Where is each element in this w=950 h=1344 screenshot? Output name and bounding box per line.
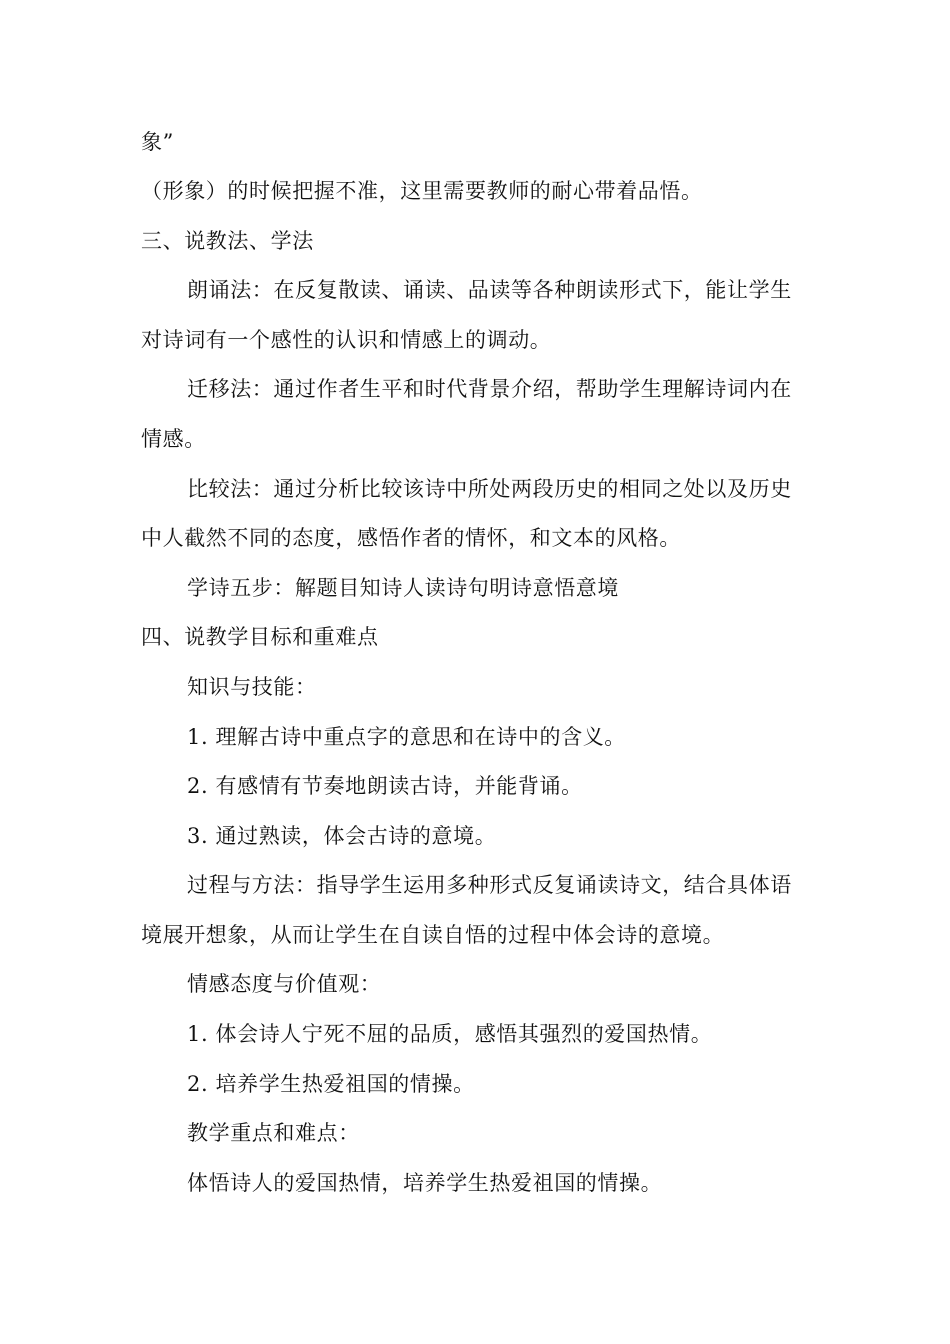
subheading: 教学重点和难点： [187,1121,360,1145]
section-heading: 四、说教学目标和重难点 [141,625,379,649]
list-item: 3. 通过熟读，体会古诗的意境。 [187,824,497,848]
list-item: 1. 体会诗人宁死不屈的品质，感悟其强烈的爱国热情。 [187,1022,713,1046]
list-item: 1. 理解古诗中重点字的意思和在诗中的含义。 [187,725,626,749]
paragraph-line: 情感。 [141,427,206,451]
paragraph-line: 迁移法：通过作者生平和时代背景介绍，帮助学生理解诗词内在 [187,377,792,401]
paragraph-line: 比较法：通过分析比较该诗中所处两段历史的相同之处以及历史 [187,477,792,501]
list-item: 2. 培养学生热爱祖国的情操。 [187,1072,475,1096]
section-heading: 三、说教法、学法 [141,229,314,253]
paragraph-line: 中人截然不同的态度，感悟作者的情怀，和文本的风格。 [141,526,681,550]
subheading: 情感态度与价值观： [187,972,382,996]
paragraph-line: 过程与方法：指导学生运用多种形式反复诵读诗文，结合具体语 [187,873,792,897]
text-line: 象” [141,130,174,154]
paragraph-line: 学诗五步：解题目知诗人读诗句明诗意悟意境 [187,576,619,600]
paragraph-line: 体悟诗人的爱国热情，培养学生热爱祖国的情操。 [187,1171,663,1195]
text-line: （形象）的时候把握不准，这里需要教师的耐心带着品悟。 [141,179,703,203]
paragraph-line: 朗诵法：在反复散读、诵读、品读等各种朗读形式下，能让学生 [187,278,792,302]
subheading: 知识与技能： [187,675,317,699]
paragraph-line: 对诗词有一个感性的认识和情感上的调动。 [141,328,552,352]
list-item: 2. 有感情有节奏地朗读古诗，并能背诵。 [187,774,583,798]
paragraph-line: 境展开想象，从而让学生在自读自悟的过程中体会诗的意境。 [141,923,725,947]
